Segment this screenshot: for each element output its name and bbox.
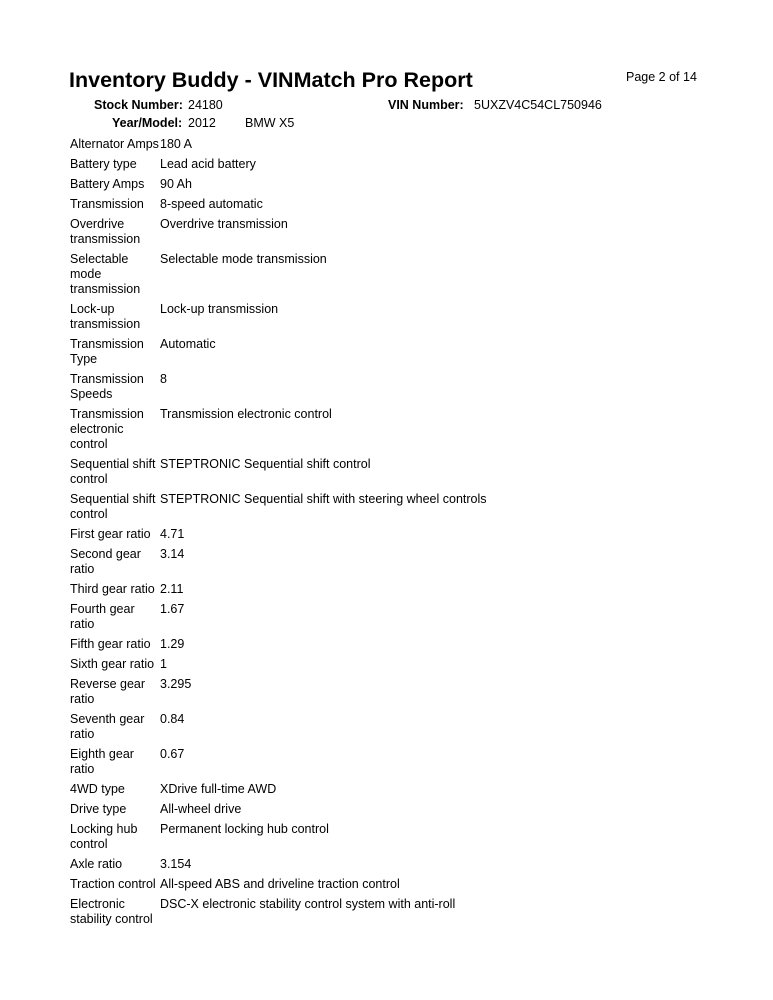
spec-row [70, 457, 487, 492]
stock-number-value: 24180 [188, 98, 223, 112]
spec-value: STEPTRONIC Sequential shift with steering wheel controls [160, 492, 487, 506]
model-value: BMW X5 [245, 116, 295, 130]
spec-value: 4.71 [160, 527, 185, 541]
spec-row [70, 492, 487, 527]
spec-value: 2.11 [160, 582, 184, 596]
spec-label: Transmission electronic control [70, 407, 144, 451]
spec-row [70, 747, 487, 782]
vin-number-value: 5UXZV4C54CL750946 [474, 98, 602, 112]
spec-label: Battery Amps [70, 177, 145, 191]
stock-number-label: Stock Number: [94, 98, 183, 112]
spec-row [70, 822, 487, 857]
spec-value: XDrive full-time AWD [160, 782, 277, 796]
spec-value: STEPTRONIC Sequential shift control [160, 457, 371, 471]
spec-row [70, 217, 487, 252]
spec-value: 0.67 [160, 747, 185, 761]
spec-label: Sixth gear ratio [70, 657, 155, 671]
vin-number-label: VIN Number: [388, 98, 464, 112]
spec-value: Transmission electronic control [160, 407, 332, 421]
spec-row [70, 897, 487, 932]
spec-label: Drive type [70, 802, 127, 816]
spec-value: DSC-X electronic stability control system with anti-roll [160, 897, 456, 911]
spec-label: Alternator Amps [70, 137, 159, 151]
spec-row [70, 302, 487, 337]
spec-value: 1.29 [160, 637, 185, 651]
spec-label: Transmission [70, 197, 144, 211]
spec-label: Axle ratio [70, 857, 123, 871]
year-value: 2012 [188, 116, 216, 130]
spec-row [70, 782, 487, 802]
spec-label: Selectable mode transmission [70, 252, 141, 296]
spec-label: Fourth gear ratio [70, 602, 135, 631]
spec-row [70, 337, 487, 372]
spec-value: Permanent locking hub control [160, 822, 329, 836]
spec-row [70, 372, 487, 407]
spec-table [70, 137, 487, 932]
spec-row [70, 252, 487, 302]
spec-row [70, 197, 487, 217]
spec-label: 4WD type [70, 782, 125, 796]
spec-label: Third gear ratio [70, 582, 155, 596]
spec-row [70, 657, 487, 677]
spec-row [70, 877, 487, 897]
spec-value: 180 A [160, 137, 192, 151]
spec-row [70, 547, 487, 582]
spec-label: Lock-up transmission [70, 302, 141, 331]
spec-value: All-wheel drive [160, 802, 242, 816]
spec-label: Transmission Speeds [70, 372, 144, 401]
spec-value: 8 [160, 372, 167, 386]
spec-label: Electronic stability control [70, 897, 153, 926]
spec-row [70, 802, 487, 822]
spec-value: Overdrive transmission [160, 217, 288, 231]
spec-row [70, 857, 487, 877]
spec-value: 3.295 [160, 677, 192, 691]
spec-value: 1.67 [160, 602, 185, 616]
spec-row [70, 677, 487, 712]
spec-label: Sequential shift control [70, 457, 156, 486]
spec-value: All-speed ABS and driveline traction control [160, 877, 400, 891]
spec-label: Second gear ratio [70, 547, 141, 576]
report-title: Inventory Buddy - VINMatch Pro Report [69, 68, 473, 92]
spec-label: Battery type [70, 157, 137, 171]
spec-label: Fifth gear ratio [70, 637, 151, 651]
spec-value: 90 Ah [160, 177, 192, 191]
year-model-label: Year/Model: [112, 116, 183, 130]
spec-row [70, 602, 487, 637]
spec-label: Traction control [70, 877, 156, 891]
spec-row [70, 407, 487, 457]
spec-row [70, 712, 487, 747]
spec-row [70, 177, 487, 197]
spec-label: Transmission Type [70, 337, 144, 366]
spec-label: Reverse gear ratio [70, 677, 146, 706]
spec-label: Locking hub control [70, 822, 138, 851]
spec-row [70, 582, 487, 602]
spec-value: Lock-up transmission [160, 302, 279, 316]
spec-value: 1 [160, 657, 167, 671]
spec-value: Lead acid battery [160, 157, 256, 171]
spec-row [70, 527, 487, 547]
spec-value: 3.154 [160, 857, 192, 871]
spec-label: Seventh gear ratio [70, 712, 145, 741]
spec-value: 8-speed automatic [160, 197, 263, 211]
spec-label: First gear ratio [70, 527, 151, 541]
spec-row [70, 157, 487, 177]
spec-value: 0.84 [160, 712, 185, 726]
spec-label: Eighth gear ratio [70, 747, 134, 776]
spec-value: 3.14 [160, 547, 185, 561]
spec-label: Overdrive transmission [70, 217, 141, 246]
spec-value: Selectable mode transmission [160, 252, 327, 266]
spec-row [70, 137, 487, 157]
page-number: Page 2 of 14 [626, 70, 697, 84]
spec-value: Automatic [160, 337, 216, 351]
spec-row [70, 637, 487, 657]
spec-label: Sequential shift control [70, 492, 156, 521]
